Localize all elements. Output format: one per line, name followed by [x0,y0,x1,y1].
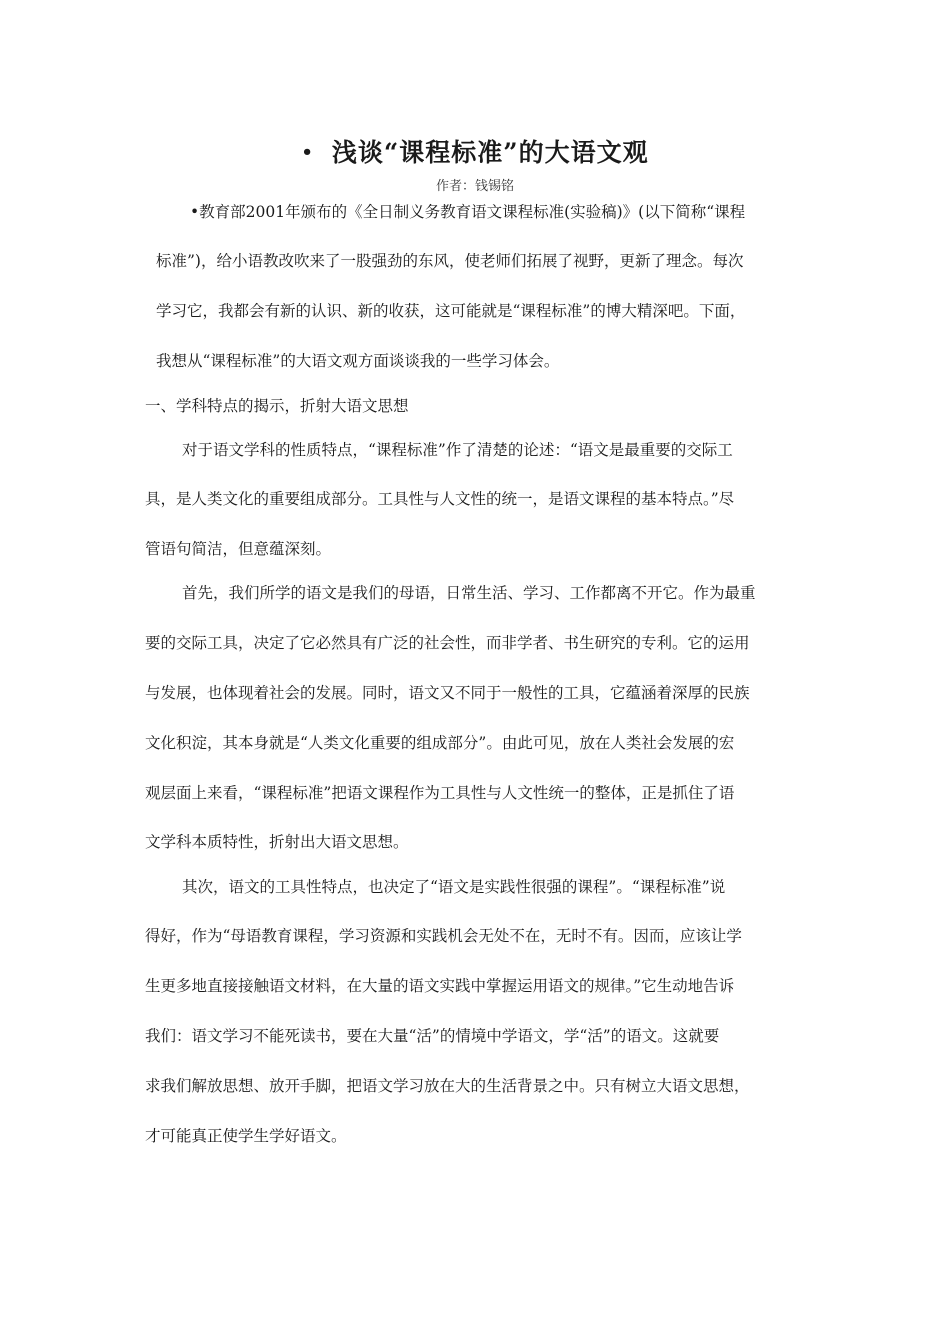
title-bullet: • [301,141,314,163]
intro-line-2: 标准”)，给小语教改吹来了一股强劲的东风，使老师们拓展了视野，更新了理念。每次 [156,252,744,270]
body-line: 文学科本质特性，折射出大语文思想。 [145,833,409,851]
body-line: 我们：语文学习不能死读书，要在大量“活”的情境中学语文，学“活”的语文。这就要 [145,1027,720,1045]
body-line: 文化积淀，其本身就是“人类文化重要的组成部分”。由此可见，放在人类社会发展的宏 [145,734,735,752]
body-line: 对于语文学科的性质特点，“课程标准”作了清楚的论述：“语文是最重要的交际工 [182,441,733,459]
title-text: 浅谈“课程标准”的大语文观 [331,138,649,167]
body-line: 要的交际工具，决定了它必然具有广泛的社会性，而非学者、书生研究的专利。它的运用 [145,634,750,652]
body-line: 与发展，也体现着社会的发展。同时，语文又不同于一般性的工具，它蕴涵着深厚的民族 [145,684,750,702]
body-line: 其次，语文的工具性特点，也决定了“语文是实践性很强的课程”。“课程标准”说 [182,878,726,896]
body-line: 观层面上来看，“课程标准”把语文课程作为工具性与人文性统一的整体，正是抓住了语 [145,784,735,802]
document-title [0,136,950,172]
body-line: 求我们解放思想、放开手脚，把语文学习放在大的生活背景之中。只有树立大语文思想， [145,1077,750,1095]
body-line: 管语句简洁，但意蕴深刻。 [145,540,332,558]
body-line: 具，是人类文化的重要组成部分。工具性与人文性的统一，是语文课程的基本特点。”尽 [145,490,735,508]
body-line: 才可能真正使学生学好语文。 [145,1127,347,1145]
intro-line-4: 我想从“课程标准”的大语文观方面谈谈我的一些学习体会。 [156,352,560,370]
intro-line-3: 学习它，我都会有新的认识、新的收获，这可能就是“课程标准”的博大精深吧。下面， [156,302,746,320]
body-line: 生更多地直接接触语文材料，在大量的语文实践中掌握运用语文的规律。”它生动地告诉 [145,977,735,995]
section-heading: 一、学科特点的揭示，折射大语文思想 [145,397,409,415]
intro-line-1: •教育部2001年颁布的《全日制义务教育语文课程标准(实验稿)》(以下简称“课程 [190,203,746,221]
author-line: 作者：钱锡铭 [435,179,514,194]
body-line: 首先，我们所学的语文是我们的母语，日常生活、学习、工作都离不开它。作为最重 [182,584,756,602]
body-line: 得好，作为“母语教育课程，学习资源和实践机会无处不在，无时不有。因而，应该让学 [145,927,742,945]
